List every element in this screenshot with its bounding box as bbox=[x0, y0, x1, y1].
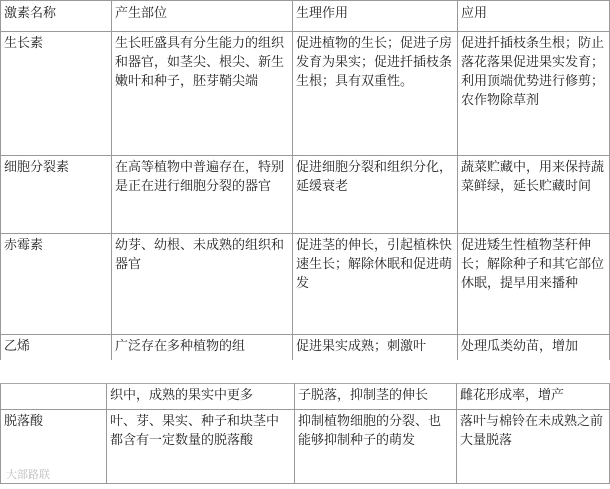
table-row-ethylene-continued bbox=[1, 384, 610, 410]
table-row-ethylene bbox=[1, 335, 610, 363]
cell-application: 处理瓜类幼苗，增加 bbox=[458, 335, 610, 363]
table-row-abscisic-acid bbox=[1, 410, 610, 484]
table-row-gibberellin bbox=[1, 234, 610, 335]
cell-application: 蔬菜贮藏中，用来保持蔬菜鲜绿，延长贮藏时间 bbox=[458, 156, 610, 234]
header-production-site: 产生部位 bbox=[112, 1, 293, 32]
cell-site: 在高等植物中普遍存在，特别是正在进行细胞分裂的器官 bbox=[112, 156, 293, 234]
table-row-auxin bbox=[1, 32, 610, 156]
cell-function: 促进茎的伸长，引起植株快速生长；解除休眠和促进萌发 bbox=[293, 234, 458, 335]
cell-name: 乙烯 bbox=[1, 335, 112, 363]
cell-application: 促进扦插枝条生根；防止落花落果促进果实发育；利用顶端优势进行修剪；农作物除草剂 bbox=[458, 32, 610, 156]
cell-function: 子脱落，抑制茎的伸长 bbox=[295, 384, 457, 410]
table-header-row bbox=[1, 1, 610, 32]
cell-function: 抑制植物细胞的分裂、也能够抑制种子的萌发 bbox=[295, 410, 457, 484]
cell-name: 生长素 bbox=[1, 32, 112, 156]
cell-function: 促进细胞分裂和组织分化，延缓衰老 bbox=[293, 156, 458, 234]
cell-name bbox=[1, 384, 107, 410]
cell-application: 促进矮生性植物茎秆伸长；解除种子和其它部位休眠，提早用来播种 bbox=[458, 234, 610, 335]
cell-function: 促进果实成熟；刺激叶 bbox=[293, 335, 458, 363]
header-hormone-name: 激素名称 bbox=[1, 1, 112, 32]
table-row-cytokinin bbox=[1, 156, 610, 234]
cell-name: 细胞分裂素 bbox=[1, 156, 112, 234]
cell-site: 织中，成熟的果实中更多 bbox=[107, 384, 295, 410]
page-break-gap bbox=[0, 360, 610, 383]
hormone-table-continued bbox=[0, 383, 610, 484]
cell-site: 生长旺盛具有分生能力的组织和器官，如茎尖、根尖、新生嫩叶和种子，胚芽鞘尖端 bbox=[112, 32, 293, 156]
cell-application: 雌花形成率，增产 bbox=[457, 384, 610, 410]
cell-site: 广泛存在多种植物的组 bbox=[112, 335, 293, 363]
cell-function: 促进植物的生长；促进子房发育为果实；促进扦插枝条生根；具有双重性。 bbox=[293, 32, 458, 156]
cell-site: 叶、芽、果实、种子和块茎中都含有一定数量的脱落酸 bbox=[107, 410, 295, 484]
cell-application: 落叶与棉铃在未成熟之前大量脱落 bbox=[457, 410, 610, 484]
header-application: 应用 bbox=[458, 1, 610, 32]
watermark: 大部路联 bbox=[6, 468, 50, 481]
header-physiological-function: 生理作用 bbox=[293, 1, 458, 32]
cell-name: 脱落酸 bbox=[1, 410, 107, 484]
cell-name: 赤霉素 bbox=[1, 234, 112, 335]
cell-site: 幼芽、幼根、未成熟的组织和器官 bbox=[112, 234, 293, 335]
